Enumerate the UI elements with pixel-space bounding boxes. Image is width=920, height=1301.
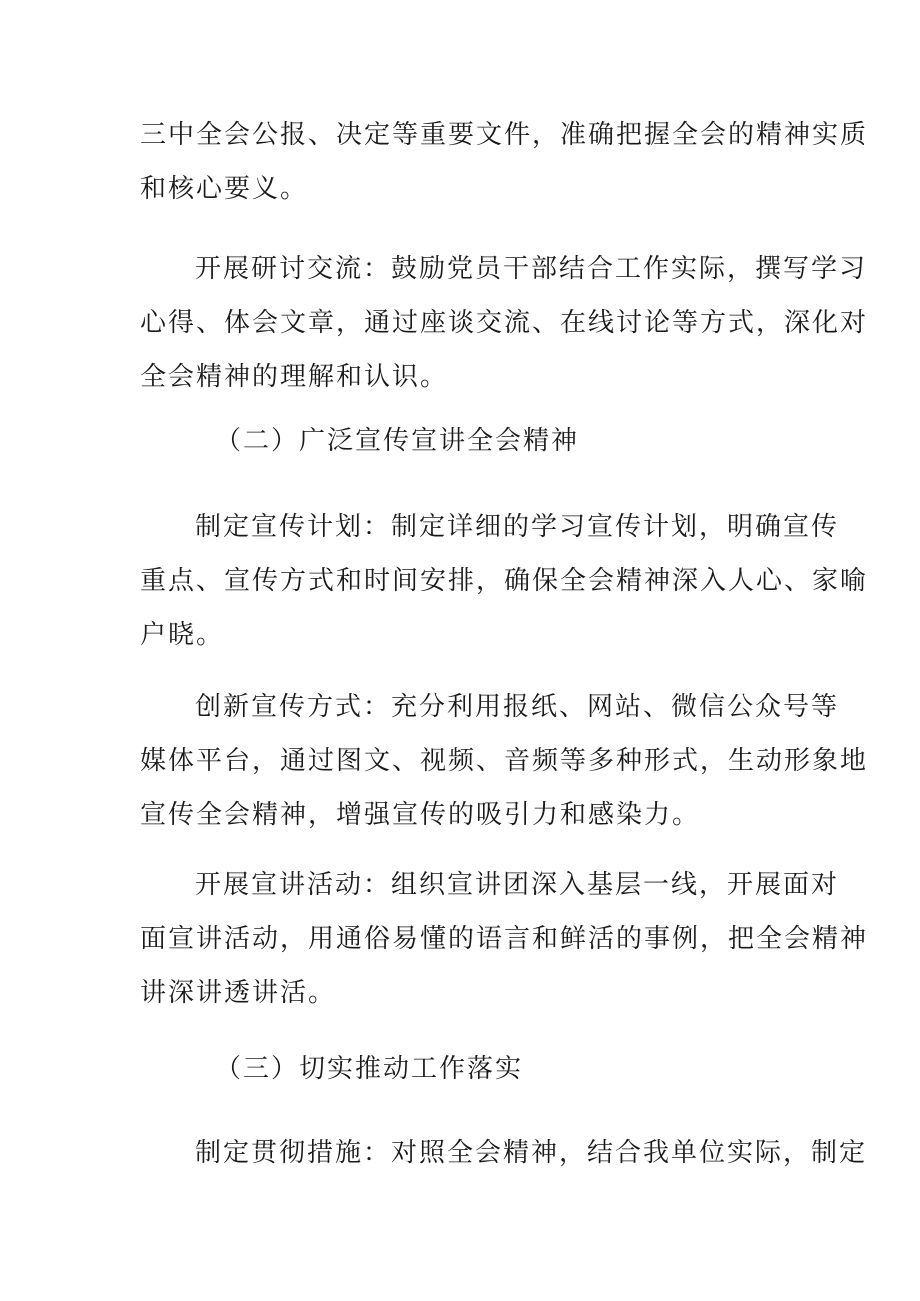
paragraph-line: 面宣讲活动，用通俗易懂的语言和鲜活的事例，把全会精神: [140, 924, 869, 954]
paragraph-line: 三中全会公报、决定等重要文件，准确把握全会的精神实质: [140, 120, 869, 150]
paragraph-lecture-activities: [140, 858, 869, 1020]
paragraph-line: 创新宣传方式：充分利用报纸、网站、微信公众号等: [195, 692, 840, 722]
paragraph-line: 户晓。: [140, 620, 225, 650]
paragraph-line: 制定贯彻措施：对照全会精神，结合我单位实际，制定: [195, 1138, 868, 1168]
paragraph-line: 心得、体会文章，通过座谈交流、在线讨论等方式，深化对: [140, 308, 869, 338]
paragraph-publicity-plan: [140, 500, 869, 662]
section-heading-3: [140, 1042, 780, 1096]
paragraph-line: 开展宣讲活动：组织宣讲团深入基层一线，开展面对: [195, 870, 840, 900]
paragraph-innovative-publicity: [140, 680, 869, 842]
section-heading-2: [140, 414, 780, 468]
paragraph-line: 开展研讨交流：鼓励党员干部结合工作实际，撰写学习: [195, 254, 868, 284]
paragraph-continuation: [140, 108, 869, 216]
paragraph-line: 宣传全会精神，增强宣传的吸引力和感染力。: [140, 800, 701, 830]
heading-line: （二）广泛宣传宣讲全会精神: [215, 426, 580, 456]
paragraph-implementation-measures: [140, 1126, 868, 1180]
paragraph-line: 制定宣传计划：制定详细的学习宣传计划，明确宣传: [195, 512, 840, 542]
paragraph-discussion-exchange: [140, 242, 869, 404]
heading-line: （三）切实推动工作落实: [215, 1054, 524, 1084]
paragraph-line: 和核心要义。: [140, 174, 309, 204]
paragraph-line: 全会精神的理解和认识。: [140, 362, 449, 392]
paragraph-line: 媒体平台，通过图文、视频、音频等多种形式，生动形象地: [140, 746, 869, 776]
paragraph-line: 重点、宣传方式和时间安排，确保全会精神深入人心、家喻: [140, 566, 869, 596]
paragraph-line: 讲深讲透讲活。: [140, 978, 337, 1008]
